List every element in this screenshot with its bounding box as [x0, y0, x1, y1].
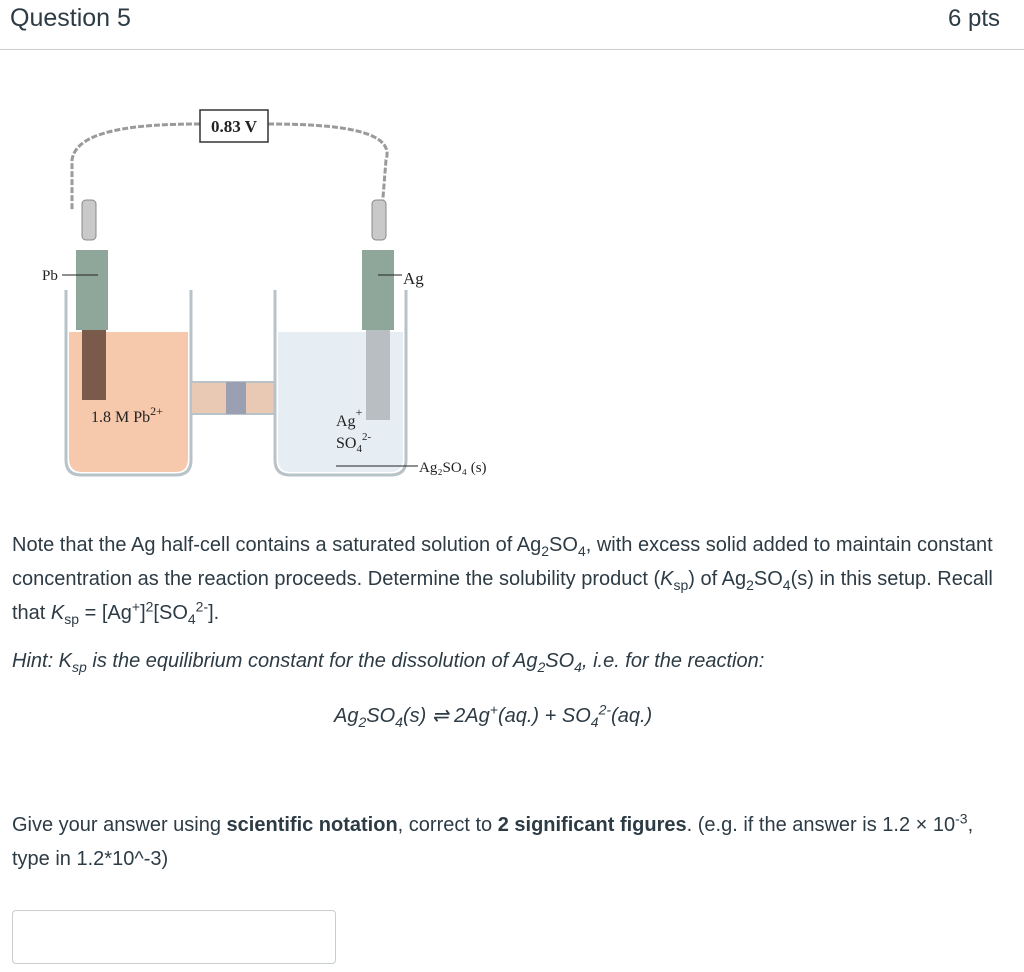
electrochemical-cell-diagram	[36, 100, 526, 500]
instructions-paragraph: Give your answer using scientific notation, correct to 2 significant figures. (e.g. if the answer is $1.2 \times 10^{-3}$, type in 1.2*10^-3)	[12, 810, 974, 870]
pb-rod	[82, 330, 106, 400]
question-points: 6 pts	[947, 5, 1000, 32]
question-title: Question 5	[10, 4, 131, 32]
voltmeter-reading: 0.83 V	[211, 117, 257, 136]
pb-electrode	[76, 250, 108, 330]
equilibrium-arrow-icon: ⇌	[431, 705, 449, 727]
question-paragraph-1: Note that the Ag half-cell contains a saturated solution of $Ag_2SO_4$, with excess solid added to maintain constant concentration as the reaction proceeds. Determine the solubility product $(K_{sp})$ of $Ag_2SO_4(s)$ in this setup. Recall that $K_{sp} = [Ag^+]^2[SO_4^{2-}]$.	[12, 534, 993, 627]
left-solution-charge: 2+	[150, 404, 163, 418]
answer-input[interactable]	[12, 910, 336, 964]
wire-left	[72, 124, 200, 210]
wire-right	[268, 124, 387, 210]
solid-label: Ag₂SO₄ (s)	[419, 460, 487, 476]
ag-ion-label: Ag	[336, 413, 356, 430]
ag-ion-charge: +	[355, 405, 363, 419]
ag-label: Ag	[403, 269, 424, 288]
sulfate-ion-label: SO	[336, 435, 357, 452]
clip-right	[372, 200, 386, 240]
left-solution-label: 1.8 M Pb	[91, 409, 151, 426]
pb-label: Pb	[42, 268, 58, 284]
ag-rod	[366, 330, 390, 420]
sulfate-ion-sub: 4	[356, 443, 362, 455]
ag-electrode	[362, 250, 394, 330]
clip-left	[82, 200, 96, 240]
salt-bridge-plug	[226, 382, 246, 414]
question-header	[0, 0, 1024, 50]
hint-text: Hint: $K_{sp}$ is the equilibrium constant for the dissolution of $Ag_2SO_4$, i.e. for the reaction:	[12, 650, 765, 675]
sulfate-ion-charge: 2-	[361, 431, 372, 443]
